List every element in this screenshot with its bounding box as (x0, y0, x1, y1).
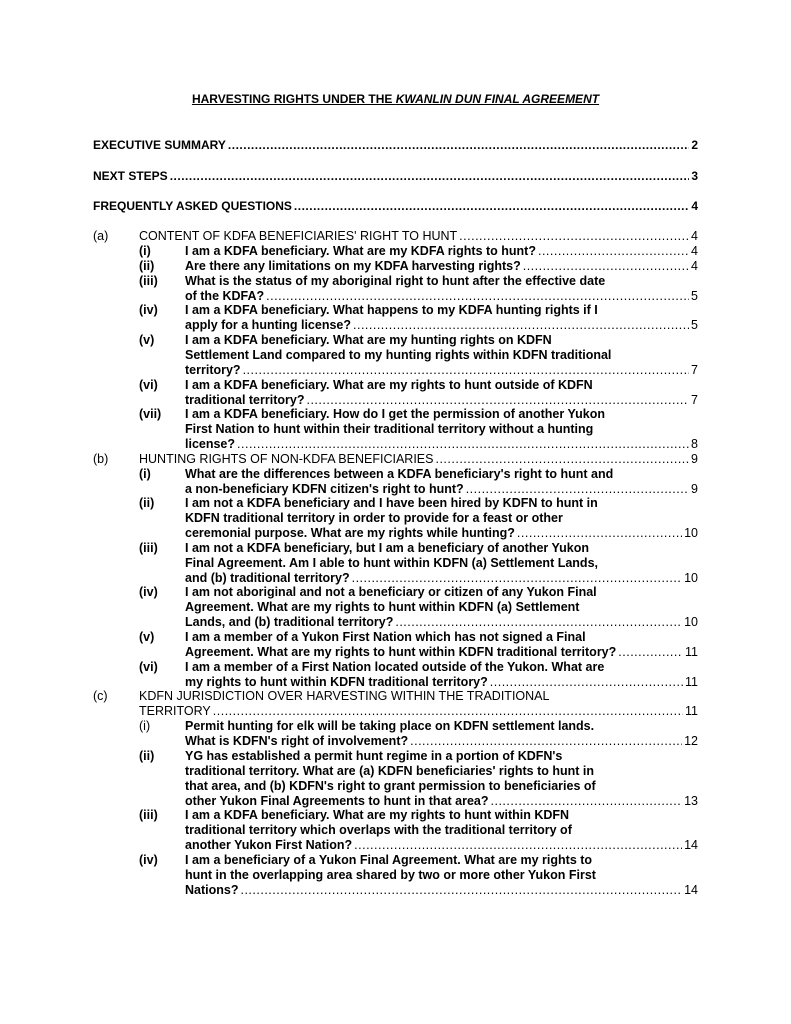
section-heading-b[interactable] (93, 452, 698, 467)
leader-dots (170, 169, 690, 184)
toc-executive-summary[interactable] (93, 138, 698, 153)
entry-text: Are there any limitations on my KDFA harvesting rights? (185, 258, 521, 273)
leader-dots (306, 393, 689, 408)
entry-line (185, 556, 698, 571)
toc-question-b-4[interactable] (93, 585, 698, 630)
section-title (139, 452, 698, 467)
leader-dots (228, 138, 689, 153)
question-number: (i) (139, 466, 151, 481)
title-italic: KWANLIN DUN FINAL AGREEMENT (395, 92, 600, 106)
entry-line (185, 853, 698, 868)
entry-text: hunt in the overlapping area shared by two or more other Yukon First (185, 867, 596, 882)
entry-text: Agreement. What are my rights to hunt within KDFN (a) Settlement (185, 600, 580, 615)
leader-dots (517, 526, 682, 541)
toc-page-number: 13 (684, 793, 698, 808)
toc-question-a-4[interactable] (93, 303, 698, 333)
question-text (185, 259, 698, 274)
toc-question-c-2[interactable] (93, 749, 698, 809)
entry-text: and (b) traditional territory? (185, 570, 350, 585)
leader-dots (240, 883, 682, 898)
entry-text: I am a KDFA beneficiary. How do I get the permission of another Yukon (185, 407, 605, 422)
entry-text: traditional territory. What are (a) KDFN beneficiaries' rights to hunt in (185, 763, 595, 778)
toc-label: EXECUTIVE SUMMARY (93, 138, 226, 152)
entry-line (185, 467, 698, 482)
toc-question-a-3[interactable] (93, 274, 698, 304)
document-title (0, 92, 791, 106)
entry-line (139, 689, 698, 704)
question-text (185, 585, 698, 630)
entry-text: that area, and (b) KDFN's right to grant permission to beneficiaries of (185, 778, 596, 793)
entry-text: I am a KDFA beneficiary. What happens to my KDFA hunting rights if I (185, 303, 598, 318)
toc-page-number: 10 (684, 570, 698, 585)
leader-dots (459, 229, 689, 244)
section-letter: (b) (93, 451, 109, 466)
question-text (185, 496, 698, 541)
entry-text: KDFN traditional territory in order to provide for a feast or other (185, 511, 563, 526)
entry-line (185, 868, 698, 883)
question-text (185, 541, 698, 586)
entry-text: Lands, and (b) traditional territory? (185, 615, 394, 630)
question-number: (iv) (139, 585, 158, 600)
toc-page-number: 5 (691, 318, 698, 333)
toc-page-number: 11 (685, 704, 698, 719)
entry-text: traditional territory which overlaps with the traditional territory of (185, 823, 572, 838)
leader-dots (466, 482, 689, 497)
section-heading-a[interactable] (93, 229, 698, 244)
toc-next-steps[interactable] (93, 169, 698, 184)
question-number: (v) (139, 332, 155, 347)
question-text (185, 853, 698, 898)
question-number: (iv) (139, 303, 158, 318)
toc-page-number: 5 (691, 288, 698, 303)
toc-question-a-1[interactable] (93, 244, 698, 259)
entry-text: Final Agreement. Am I able to hunt within KDFN (a) Settlement Lands, (185, 555, 598, 570)
leader-dots (353, 318, 689, 333)
entry-line (185, 764, 698, 779)
leader-dots (266, 289, 689, 304)
question-number: (i) (139, 719, 151, 734)
entry-text: TERRITORY (139, 704, 211, 719)
question-text (185, 378, 698, 408)
entry-line (185, 422, 698, 437)
toc-page-number: 4 (691, 258, 698, 273)
toc-question-b-2[interactable] (93, 496, 698, 541)
leader-dots (491, 794, 683, 809)
question-text (185, 274, 698, 304)
leader-dots (352, 571, 683, 586)
entry-text: a non-beneficiary KDFN citizen's right to hunt? (185, 481, 464, 496)
toc-page-number: 10 (684, 526, 698, 541)
entry-line (185, 318, 698, 333)
question-number: (ii) (139, 748, 155, 763)
entry-text: I am a KDFA beneficiary. What are my KDFA rights to hunt? (185, 243, 536, 258)
entry-line (185, 630, 698, 645)
toc-question-c-1[interactable] (93, 719, 698, 749)
entry-text: I am not a KDFA beneficiary, but I am a beneficiary of another Yukon (185, 540, 590, 555)
leader-dots (410, 734, 682, 749)
toc-question-a-5[interactable] (93, 333, 698, 378)
entry-line (185, 303, 698, 318)
toc-question-b-1[interactable] (93, 467, 698, 497)
entry-line (185, 348, 698, 363)
question-number: (ii) (139, 496, 155, 511)
entry-text: of the KDFA? (185, 288, 265, 303)
leader-dots (294, 199, 689, 214)
entry-line (185, 407, 698, 422)
entry-line (185, 883, 698, 898)
entry-text: Settlement Land compared to my hunting rights within KDFN traditional (185, 347, 612, 362)
toc-page-number: 4 (691, 243, 698, 258)
entry-text: I am a member of a Yukon First Nation which has not signed a Final (185, 629, 586, 644)
entry-line (185, 259, 698, 274)
question-number: (i) (139, 243, 151, 258)
section-title (139, 229, 698, 244)
entry-line (185, 794, 698, 809)
question-number: (iii) (139, 540, 158, 555)
entry-text: First Nation to hunt within their traditional territory without a hunting (185, 422, 594, 437)
toc-page-number: 9 (691, 451, 698, 466)
entry-text: traditional territory? (185, 392, 305, 407)
entry-line (185, 734, 698, 749)
leader-dots (618, 645, 683, 660)
entry-line (185, 645, 698, 660)
entry-line (185, 289, 698, 304)
toc-page-number: 3 (691, 169, 698, 183)
entry-line (185, 511, 698, 526)
entry-line (185, 526, 698, 541)
leader-dots (538, 244, 689, 259)
section-title (139, 689, 698, 719)
entry-line (185, 437, 698, 452)
toc-page-number: 4 (691, 199, 698, 213)
entry-line (185, 393, 698, 408)
toc-page-number: 14 (684, 882, 698, 897)
leader-dots (243, 363, 689, 378)
toc-page-number: 9 (691, 481, 698, 496)
entry-line (185, 823, 698, 838)
entry-line (185, 378, 698, 393)
toc-label: NEXT STEPS (93, 169, 168, 183)
entry-line (185, 600, 698, 615)
entry-text: territory? (185, 362, 241, 377)
question-text (185, 719, 698, 749)
entry-line (185, 838, 698, 853)
entry-text: apply for a hunting license? (185, 318, 351, 333)
entry-line (139, 229, 698, 244)
entry-line (185, 482, 698, 497)
entry-line (185, 615, 698, 630)
question-number: (v) (139, 629, 155, 644)
toc-page-number: 7 (691, 392, 698, 407)
question-text (185, 244, 698, 259)
leader-dots (490, 675, 683, 690)
question-number: (ii) (139, 258, 155, 273)
leader-dots (435, 452, 689, 467)
entry-line (185, 274, 698, 289)
entry-text: KDFN JURISDICTION OVER HARVESTING WITHIN THE TRADITIONAL (139, 689, 550, 704)
entry-line (139, 452, 698, 467)
entry-text: I am not a KDFA beneficiary and I have been hired by KDFN to hunt in (185, 496, 598, 511)
entry-text: HUNTING RIGHTS OF NON-KDFA BENEFICIARIES (139, 451, 434, 466)
question-text (185, 749, 698, 809)
question-number: (iv) (139, 852, 158, 867)
question-text (185, 630, 698, 660)
entry-text: I am a KDFA beneficiary. What are my hunting rights on KDFN (185, 332, 552, 347)
entry-line (185, 363, 698, 378)
toc-faq[interactable] (93, 199, 698, 214)
toc-question-a-2[interactable] (93, 259, 698, 274)
entry-line (139, 704, 698, 719)
leader-dots (237, 437, 689, 452)
entry-text: I am a member of a First Nation located outside of the Yukon. What are (185, 659, 605, 674)
entry-line (185, 675, 698, 690)
question-number: (iii) (139, 808, 158, 823)
toc-page-number: 4 (691, 229, 698, 243)
entry-text: other Yukon Final Agreements to hunt in that area? (185, 793, 489, 808)
toc-page-number: 14 (684, 838, 698, 853)
entry-line (185, 541, 698, 556)
entry-text: Agreement. What are my rights to hunt within KDFN traditional territory? (185, 644, 617, 659)
toc-question-b-3[interactable] (93, 541, 698, 586)
toc-label: FREQUENTLY ASKED QUESTIONS (93, 199, 292, 213)
toc-question-b-6[interactable] (93, 660, 698, 690)
toc-page-number: 7 (691, 362, 698, 377)
entry-text: I am not aboriginal and not a beneficiary or citizen of any Yukon Final (185, 585, 597, 600)
leader-dots (354, 838, 682, 853)
leader-dots (395, 615, 682, 630)
toc-question-a-7[interactable] (93, 407, 698, 452)
entry-line (185, 571, 698, 586)
entry-line (185, 496, 698, 511)
toc-question-c-3[interactable] (93, 808, 698, 853)
entry-text: What are the differences between a KDFA beneficiary's right to hunt and (185, 466, 614, 481)
entry-line (185, 244, 698, 259)
entry-line (185, 749, 698, 764)
entry-text: YG has established a permit hunt regime in a portion of KDFN's (185, 748, 563, 763)
entry-text: license? (185, 437, 236, 452)
question-text (185, 808, 698, 853)
toc-question-c-4[interactable] (93, 853, 698, 898)
section-letter: (c) (93, 689, 108, 704)
entry-line (185, 719, 698, 734)
question-number: (vii) (139, 407, 162, 422)
question-text (185, 660, 698, 690)
entry-text: I am a beneficiary of a Yukon Final Agreement. What are my rights to (185, 852, 593, 867)
entry-line (185, 660, 698, 675)
entry-text: my rights to hunt within KDFN traditional territory? (185, 674, 488, 689)
entry-text: What is the status of my aboriginal right to hunt after the effective date (185, 273, 606, 288)
section-heading-c[interactable] (93, 689, 698, 719)
question-number: (vi) (139, 659, 158, 674)
title-prefix: HARVESTING RIGHTS UNDER THE (191, 92, 396, 106)
toc-page-number: 11 (685, 674, 698, 689)
question-text (185, 407, 698, 452)
entry-line (185, 779, 698, 794)
entry-text: Permit hunting for elk will be taking place on KDFN settlement lands. (185, 719, 595, 734)
leader-dots (523, 259, 689, 274)
entry-text: ceremonial purpose. What are my rights while hunting? (185, 526, 515, 541)
entry-text: CONTENT OF KDFA BENEFICIARIES' RIGHT TO HUNT (139, 229, 458, 243)
entry-line (185, 808, 698, 823)
question-text (185, 467, 698, 497)
entry-text: What is KDFN's right of involvement? (185, 734, 409, 749)
section-letter: (a) (93, 229, 109, 243)
toc-question-b-5[interactable] (93, 630, 698, 660)
entry-line (185, 585, 698, 600)
entry-text: Nations? (185, 882, 239, 897)
toc-page-number: 2 (691, 138, 698, 152)
question-text (185, 303, 698, 333)
question-text (185, 333, 698, 378)
leader-dots (213, 704, 683, 719)
question-number: (iii) (139, 273, 158, 288)
toc-page-number: 10 (684, 615, 698, 630)
entry-text: I am a KDFA beneficiary. What are my rights to hunt within KDFN (185, 808, 570, 823)
entry-line (185, 333, 698, 348)
toc-page-number: 8 (691, 437, 698, 452)
question-number: (vi) (139, 377, 158, 392)
toc-question-a-6[interactable] (93, 378, 698, 408)
toc-page-number: 11 (685, 644, 698, 659)
entry-text: another Yukon First Nation? (185, 838, 353, 853)
toc-page-number: 12 (684, 734, 698, 749)
entry-text: I am a KDFA beneficiary. What are my rights to hunt outside of KDFN (185, 377, 593, 392)
